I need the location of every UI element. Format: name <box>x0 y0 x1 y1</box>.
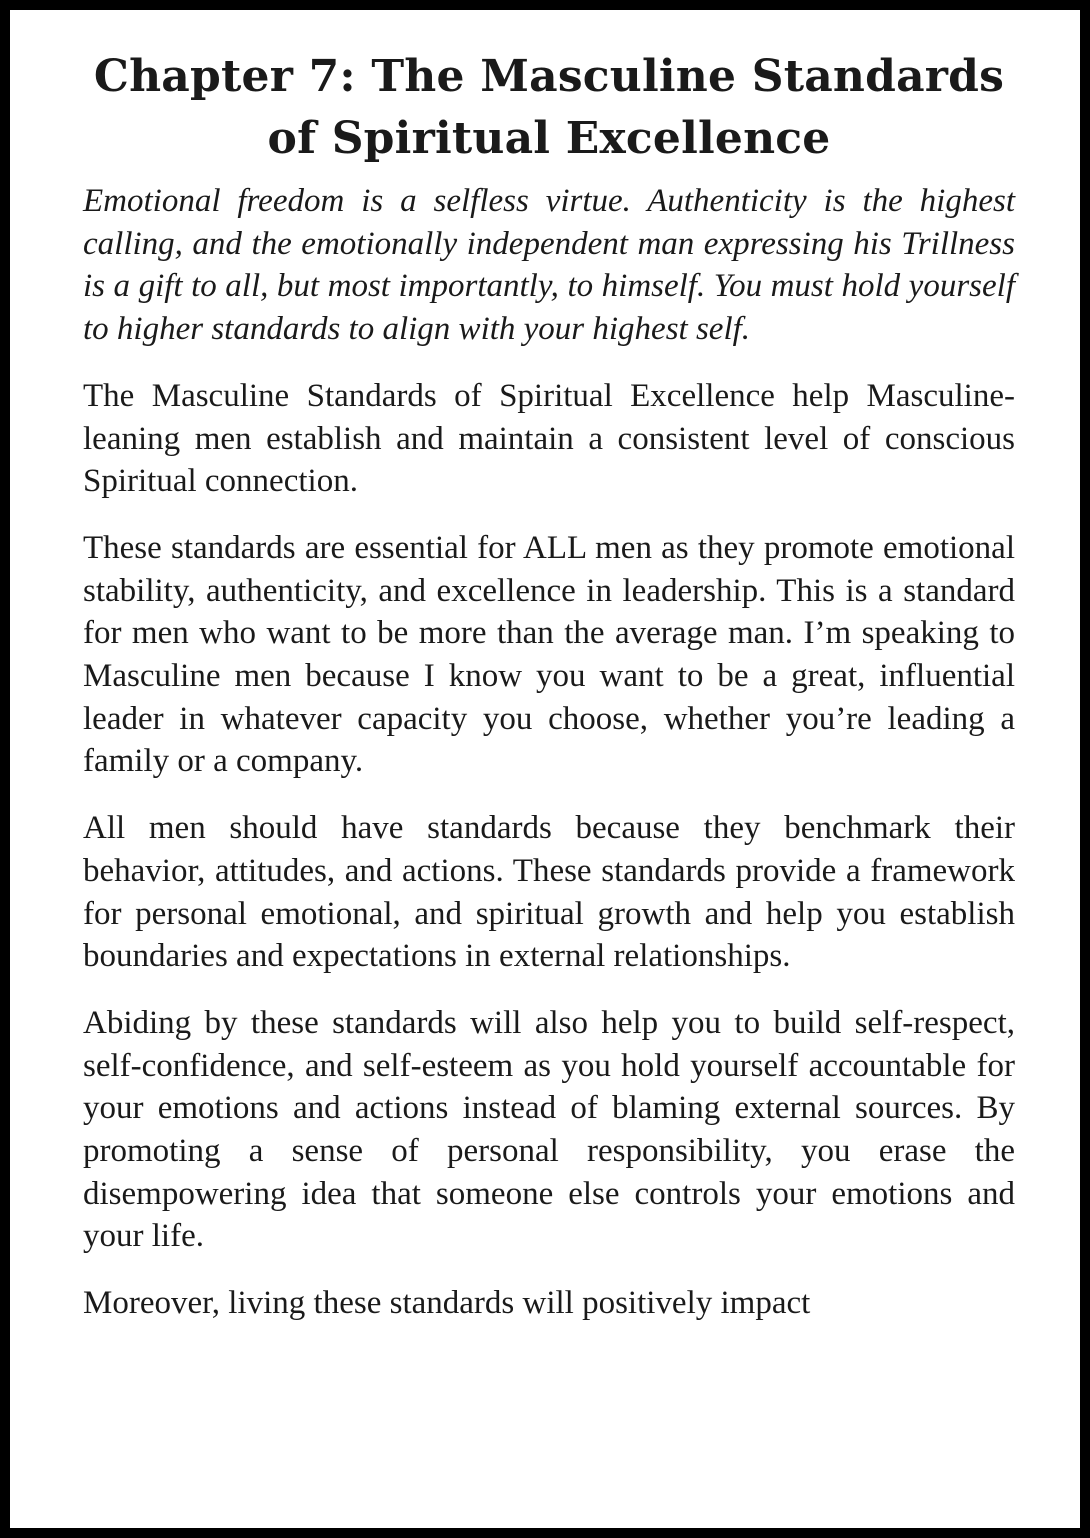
body-paragraph-5: Moreover, living these standards will positively impact <box>83 1285 811 1322</box>
page-content <box>83 46 1015 1349</box>
body-paragraph-3: All men should have standards because they benchmark their behavior, attitudes, and actions. These standards provide a framework for personal emotional, and spiritual growth and help you establish boundaries and expectations in external relationships. <box>83 810 1015 975</box>
body-paragraph-4: Abiding by these standards will also help you to build self-respect, self-confidence, and self-esteem as you hold yourself accountable for your emotions and actions instead of blaming external sources. By promoting a sense of personal responsibility, you erase the disempowering idea that someone else controls your emotions and your life. <box>83 1004 1015 1255</box>
body-paragraph-2: These standards are essential for ALL men as they promote emotional stability, authenticity, and excellence in leadership. This is a standard for men who want to be more than the average man. I’m speaking to Masculine men because I know you want to be a great, influential leader in whatever capacity you choose, whether you’re leading a family or a company. <box>83 529 1015 780</box>
chapter-title: Chapter 7: The Masculine Standards of Spiritual Excellence <box>93 51 1005 164</box>
book-page <box>10 10 1080 1528</box>
body-paragraph-1: The Masculine Standards of Spiritual Excellence help Masculine-leaning men establish and maintain a consistent level of conscious Spiritual connection. <box>83 377 1015 500</box>
intro-paragraph: Emotional freedom is a selfless virtue. Authenticity is the highest calling, and the emotionally independent man expressing his Trillness is a gift to all, but most importantly, to himself. You must hold yourself to higher standards to align with your highest self. <box>83 183 1015 348</box>
